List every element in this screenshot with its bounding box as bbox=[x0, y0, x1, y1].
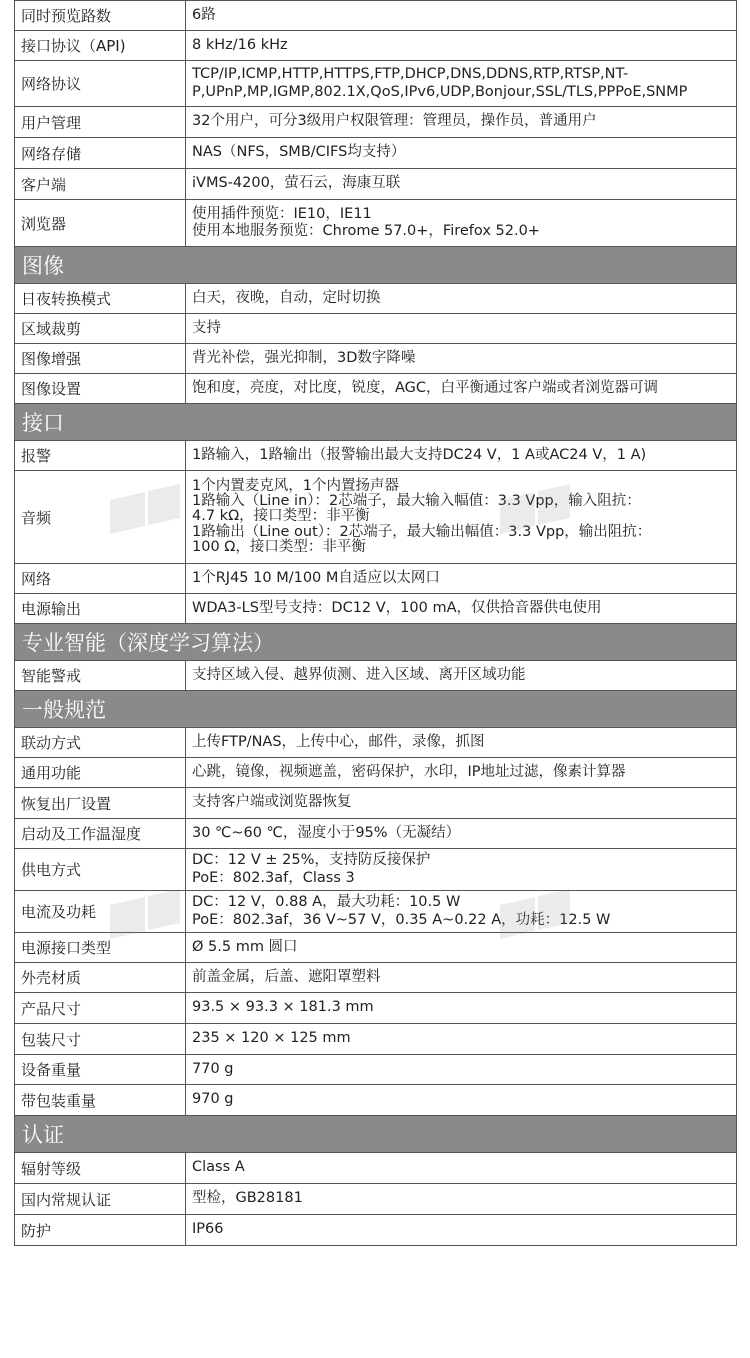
value-line: 使用本地服务预览：Chrome 57.0+，Firefox 52.0+ bbox=[192, 223, 540, 239]
row-value bbox=[186, 441, 736, 470]
value-line: 6路 bbox=[192, 6, 216, 23]
row-value bbox=[186, 1085, 736, 1115]
row-label: 图像设置 bbox=[15, 374, 186, 403]
row-value bbox=[186, 344, 736, 373]
row-label: 日夜转换模式 bbox=[15, 284, 186, 313]
row-value bbox=[186, 138, 736, 168]
row-value bbox=[186, 200, 736, 246]
row-label: 网络 bbox=[15, 564, 186, 593]
table-row bbox=[15, 344, 736, 374]
value-line: WDA3-LS型号支持：DC12 V，100 mA，仅供拾音器供电使用 bbox=[192, 599, 602, 616]
value-line: IP66 bbox=[192, 1221, 224, 1238]
value-line: 背光补偿，强光抑制，3D数字降噪 bbox=[192, 349, 416, 366]
row-label: 同时预览路数 bbox=[15, 1, 186, 30]
value-line: 4.7 kΩ，接口类型：非平衡 bbox=[192, 508, 370, 525]
value-line: DC：12 V ± 25%，支持防反接保护 bbox=[192, 852, 431, 869]
table-row bbox=[15, 471, 736, 564]
value-line: 支持客户端或浏览器恢复 bbox=[192, 794, 352, 811]
row-label: 接口协议（API) bbox=[15, 31, 186, 60]
value-line: NAS（NFS，SMB/CIFS均支持） bbox=[192, 144, 406, 161]
value-line: 8 kHz/16 kHz bbox=[192, 36, 288, 53]
row-value bbox=[186, 1055, 736, 1084]
value-line: 235 × 120 × 125 mm bbox=[192, 1030, 351, 1047]
value-line: 支持 bbox=[192, 319, 221, 336]
row-value bbox=[186, 169, 736, 199]
row-value bbox=[186, 849, 736, 890]
value-line: 1个内置麦克风，1个内置扬声器 bbox=[192, 477, 399, 494]
table-row bbox=[15, 849, 736, 891]
row-value bbox=[186, 284, 736, 313]
row-label: 辐射等级 bbox=[15, 1153, 186, 1183]
table-row bbox=[15, 564, 736, 594]
table-row bbox=[15, 314, 736, 344]
table-row bbox=[15, 1153, 736, 1184]
section-header: 认证 bbox=[15, 1116, 736, 1153]
table-row bbox=[15, 993, 736, 1024]
value-line: 型检，GB28181 bbox=[192, 1190, 303, 1207]
value-line: Ø 5.5 mm 圆口 bbox=[192, 938, 298, 955]
table-row bbox=[15, 374, 736, 404]
value-line: 1个RJ45 10 M/100 M自适应以太网口 bbox=[192, 569, 440, 586]
row-label: 带包装重量 bbox=[15, 1085, 186, 1115]
row-value bbox=[186, 31, 736, 60]
row-label: 通用功能 bbox=[15, 758, 186, 787]
value-line: TCP/IP,ICMP,HTTP,HTTPS,FTP,DHCP,DNS,DDNS,RTP,RTSP,NT- bbox=[192, 66, 629, 83]
value-line: 30 ℃~60 ℃，湿度小于95%（无凝结） bbox=[192, 824, 461, 841]
value-line: 1路输入（Line in）：2芯端子，最大输入幅值：3.3 Vpp，输入阻抗： bbox=[192, 493, 641, 510]
row-label: 包装尺寸 bbox=[15, 1024, 186, 1054]
table-row bbox=[15, 200, 736, 247]
section-header: 接口 bbox=[15, 404, 736, 441]
table-row bbox=[15, 1085, 736, 1116]
value-line: 32个用户，可分3级用户权限管理：管理员，操作员，普通用户 bbox=[192, 113, 597, 130]
row-label: 国内常规认证 bbox=[15, 1184, 186, 1214]
row-label: 联动方式 bbox=[15, 728, 186, 757]
row-label: 图像增强 bbox=[15, 344, 186, 373]
table-row bbox=[15, 758, 736, 788]
row-label: 设备重量 bbox=[15, 1055, 186, 1084]
row-label: 外壳材质 bbox=[15, 963, 186, 992]
row-value bbox=[186, 1153, 736, 1183]
value-line: 770 g bbox=[192, 1060, 234, 1077]
row-value bbox=[186, 1024, 736, 1054]
table-row bbox=[15, 661, 736, 691]
row-label: 客户端 bbox=[15, 169, 186, 199]
row-value bbox=[186, 374, 736, 403]
table-row bbox=[15, 891, 736, 933]
row-value bbox=[186, 471, 736, 563]
row-label: 电源输出 bbox=[15, 594, 186, 623]
table-row bbox=[15, 169, 736, 200]
row-value bbox=[186, 61, 736, 106]
row-label: 供电方式 bbox=[15, 849, 186, 890]
row-label: 恢复出厂设置 bbox=[15, 788, 186, 818]
row-label: 网络存储 bbox=[15, 138, 186, 168]
row-value bbox=[186, 661, 736, 690]
value-line: 1路输入，1路输出（报警输出最大支持DC24 V，1 A或AC24 V，1 A) bbox=[192, 446, 647, 463]
section-header: 专业智能（深度学习算法） bbox=[15, 624, 736, 661]
row-value bbox=[186, 107, 736, 137]
table-row bbox=[15, 61, 736, 107]
table-row bbox=[15, 594, 736, 624]
row-label: 报警 bbox=[15, 441, 186, 470]
row-value bbox=[186, 564, 736, 593]
value-line: 白天，夜晚，自动，定时切换 bbox=[192, 289, 381, 306]
row-value bbox=[186, 728, 736, 757]
value-line: DC：12 V，0.88 A，最大功耗：10.5 W bbox=[192, 894, 461, 911]
table-row bbox=[15, 441, 736, 471]
row-value bbox=[186, 819, 736, 848]
table-row bbox=[15, 31, 736, 61]
row-value bbox=[186, 1184, 736, 1214]
table-row bbox=[15, 1184, 736, 1215]
row-label: 产品尺寸 bbox=[15, 993, 186, 1023]
spec-table bbox=[14, 0, 737, 1246]
value-line: 使用插件预览：IE10，IE11 bbox=[192, 205, 372, 222]
row-value bbox=[186, 758, 736, 787]
value-line: 100 Ω，接口类型：非平衡 bbox=[192, 538, 366, 555]
row-label: 电源接口类型 bbox=[15, 933, 186, 962]
row-value bbox=[186, 963, 736, 992]
row-label: 用户管理 bbox=[15, 107, 186, 137]
table-row bbox=[15, 1, 736, 31]
row-label: 网络协议 bbox=[15, 61, 186, 106]
value-line: 支持区域入侵、越界侦测、进入区域、离开区域功能 bbox=[192, 666, 526, 683]
row-value bbox=[186, 314, 736, 343]
row-value bbox=[186, 993, 736, 1023]
section-header: 图像 bbox=[15, 247, 736, 284]
row-label: 防护 bbox=[15, 1215, 186, 1245]
row-label: 启动及工作温湿度 bbox=[15, 819, 186, 848]
value-line: 前盖金属，后盖、遮阳罩塑料 bbox=[192, 968, 381, 985]
value-line: 1路输出（Line out）：2芯端子，最大输出幅值：3.3 Vpp，输出阻抗： bbox=[192, 523, 652, 540]
table-row bbox=[15, 728, 736, 758]
value-line: Class A bbox=[192, 1159, 245, 1176]
value-line: iVMS-4200，萤石云，海康互联 bbox=[192, 175, 401, 192]
table-row bbox=[15, 788, 736, 819]
value-line: PoE：802.3af，36 V~57 V，0.35 A~0.22 A，功耗：12.5 W bbox=[192, 911, 611, 928]
table-row bbox=[15, 1215, 736, 1246]
row-label: 区域裁剪 bbox=[15, 314, 186, 343]
section-header: 一般规范 bbox=[15, 691, 736, 728]
value-line: 心跳，镜像，视频遮盖，密码保护，水印，IP地址过滤，像素计算器 bbox=[192, 763, 626, 780]
row-label: 浏览器 bbox=[15, 200, 186, 246]
value-line: P,UPnP,MP,IGMP,802.1X,QoS,IPv6,UDP,Bonjour,SSL/TLS,PPPoE,SNMP bbox=[192, 83, 688, 100]
value-line: 上传FTP/NAS，上传中心，邮件，录像，抓图 bbox=[192, 733, 485, 750]
row-value bbox=[186, 1, 736, 30]
row-label: 电流及功耗 bbox=[15, 891, 186, 932]
table-row bbox=[15, 1024, 736, 1055]
table-row bbox=[15, 819, 736, 849]
row-value bbox=[186, 788, 736, 818]
value-line: 饱和度，亮度，对比度，锐度，AGC，白平衡通过客户端或者浏览器可调 bbox=[192, 379, 659, 396]
row-label: 智能警戒 bbox=[15, 661, 186, 690]
row-value bbox=[186, 594, 736, 623]
table-row bbox=[15, 138, 736, 169]
value-line: 970 g bbox=[192, 1091, 234, 1108]
table-row bbox=[15, 963, 736, 993]
table-row bbox=[15, 107, 736, 138]
row-value bbox=[186, 891, 736, 932]
value-line: 93.5 × 93.3 × 181.3 mm bbox=[192, 999, 374, 1016]
row-label: 音频 bbox=[15, 471, 186, 563]
table-row bbox=[15, 284, 736, 314]
table-row bbox=[15, 1055, 736, 1085]
value-line: PoE：802.3af，Class 3 bbox=[192, 869, 355, 886]
row-value bbox=[186, 933, 736, 962]
table-row bbox=[15, 933, 736, 963]
row-value bbox=[186, 1215, 736, 1245]
